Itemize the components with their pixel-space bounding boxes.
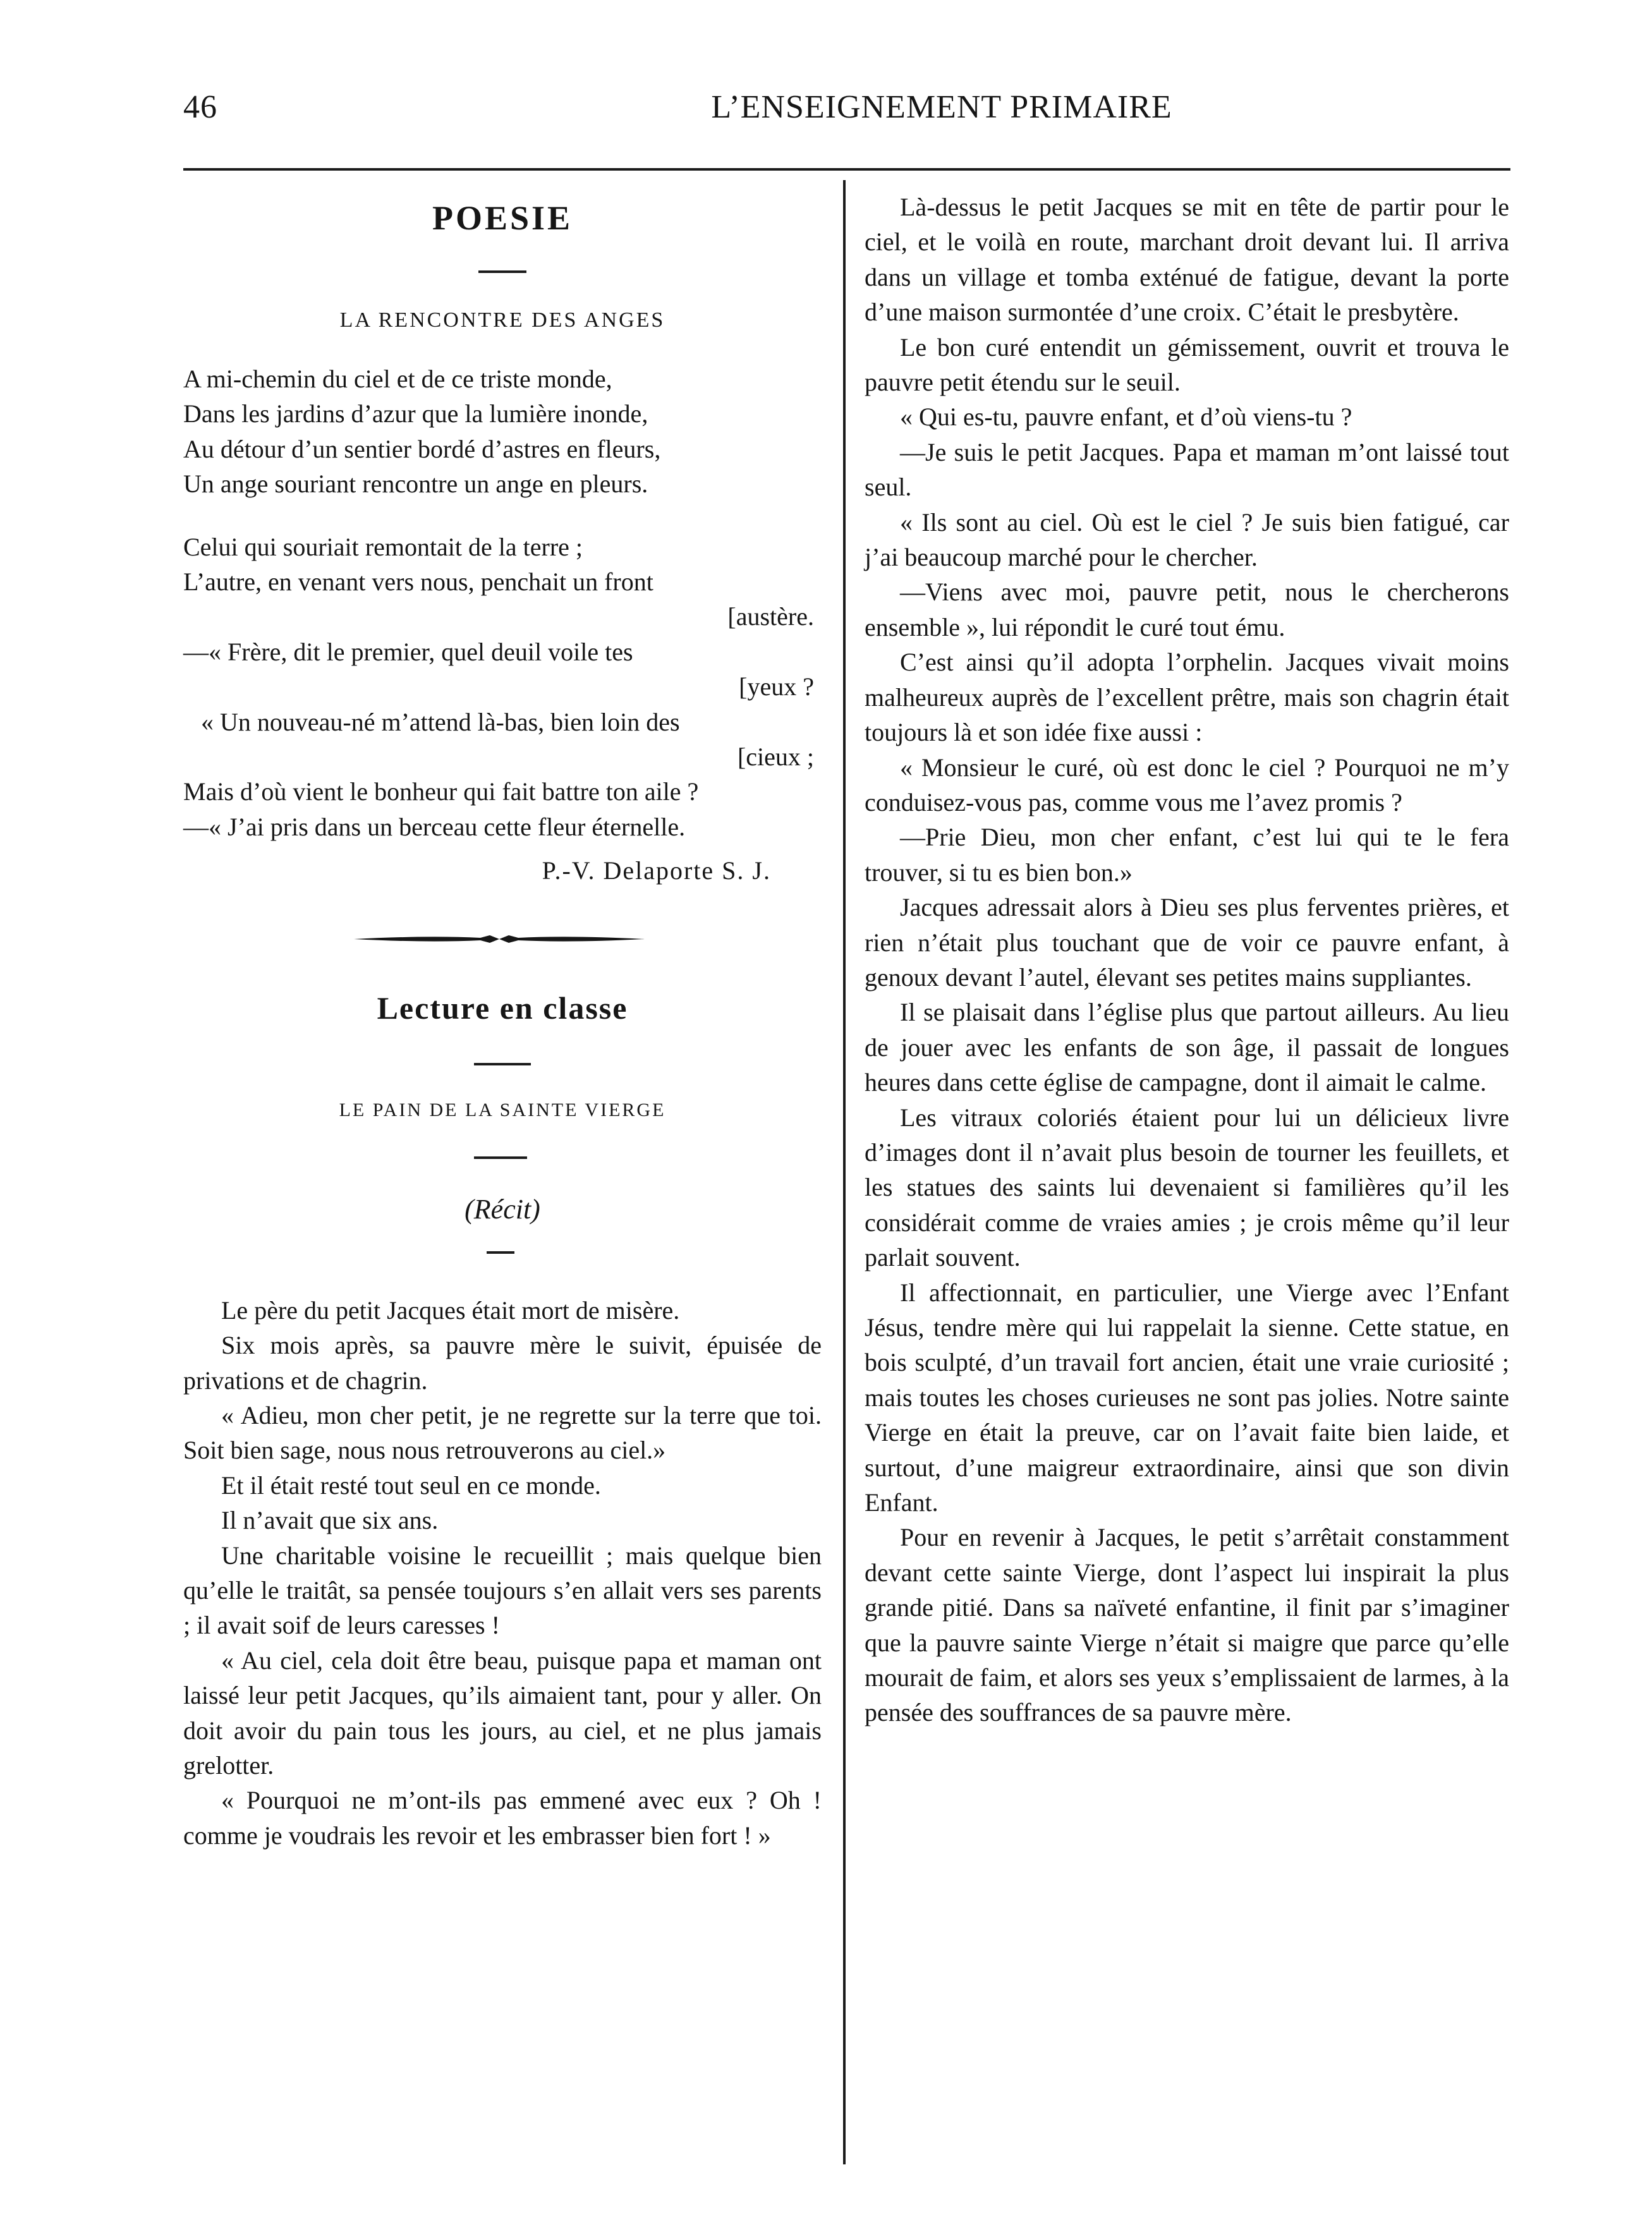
verse-line: —« J’ai pris dans un berceau cette fleur éternelle. xyxy=(183,812,686,841)
poem-signature: P.-V. Delaporte S. J. xyxy=(542,856,771,885)
running-head: L’ENSEIGNEMENT PRIMAIRE xyxy=(711,89,1172,125)
verse-line: —« Frère, dit le premier, quel deuil voile tes xyxy=(183,637,633,666)
story-paragraph: « Ils sont au ciel. Où est le ciel ? Je suis bien fatigué, car j’ai beaucoup marché pour le chercher. xyxy=(865,507,1509,572)
story-paragraph: « Qui es-tu, pauvre enfant, et d’où viens-tu ? xyxy=(900,403,1352,432)
story-paragraph: Là-dessus le petit Jacques se mit en tête de partir pour le ciel, et le voilà en route, marchant droit devant lui. Il arriva dans un village et tomba exténué de fatigue, devant la porte d’une maison surmontée d’une croix. C’était le presbytère. xyxy=(865,193,1509,327)
page-number: 46 xyxy=(183,89,217,125)
left-column xyxy=(183,183,822,1853)
verse-line: Celui qui souriait remontait de la terre ; xyxy=(183,532,583,561)
section-dash xyxy=(474,1063,531,1065)
verse-line: Dans les jardins d’azur que la lumière inonde, xyxy=(183,399,648,428)
reading-section-title: Lecture en classe xyxy=(377,990,628,1026)
story-paragraph: Jacques adressait alors à Dieu ses plus ferventes prières, et rien n’était plus touchant que de voir ce pauvre enfant, à genoux devant l’autel, élevant ses petites mains suppliantes. xyxy=(865,893,1509,992)
story-title: LE PAIN DE LA SAINTE VIERGE xyxy=(339,1099,666,1120)
verse-line: Mais d’où vient le bonheur qui fait battre ton aile ? xyxy=(183,777,699,806)
story-paragraph: C’est ainsi qu’il adopta l’orphelin. Jacques vivait moins malheureux auprès de l’excellent prêtre, mais son chagrin était toujours là et son idée fixe aussi : xyxy=(865,648,1509,747)
story-paragraph: Il affectionnait, en particulier, une Vierge avec l’Enfant Jésus, tendre mère qui lui rappelait la sienne. Cette statue, en bois sculpté, d’un travail fort ancien, était une vraie curiosité ; mais toutes les choses curieuses ne sont pas jolies. Notre sainte Vierge en était la preuve, car on l’avait faite bien laide, et surtout, d’une maigreur extraordinaire, ainsi que son divin Enfant. xyxy=(865,1278,1509,1517)
story-paragraph: « Adieu, mon cher petit, je ne regrette sur la terre que toi. Soit bien sage, nous nous retrouverons au ciel.» xyxy=(183,1400,822,1465)
story-paragraph: Le bon curé entendit un gémissement, ouvrit et trouva le pauvre petit étendu sur le seuil. xyxy=(865,332,1509,397)
poetry-section-title: POESIE xyxy=(432,199,573,237)
verse-turnover: [cieux ; xyxy=(737,743,814,772)
story-paragraph: Il se plaisait dans l’église plus que partout ailleurs. Au lieu de jouer avec les enfants de son âge, il passait de longues heures dans cette église de campagne, dont il aimait le calme. xyxy=(865,998,1509,1097)
story-paragraph: —Viens avec moi, pauvre petit, nous le chercherons ensemble », lui répondit le curé tout ému. xyxy=(865,578,1509,641)
story-paragraph: Et il était resté tout seul en ce monde. xyxy=(221,1471,601,1500)
section-dash xyxy=(474,1156,527,1159)
story-paragraph: Le père du petit Jacques était mort de misère. xyxy=(221,1295,680,1325)
story-paragraph: Pour en revenir à Jacques, le petit s’arrêtait constamment devant cette sainte Vierge, dont l’aspect lui inspirait la plus grande pitié. Dans sa naïveté enfantine, il finit par s’imaginer que la pauvre sainte Vierge n’était si maigre que parce qu’elle mourait de faim, et alors ses yeux s’emplissaient de larmes, à la pensée des souffrances de sa pauvre mère. xyxy=(865,1523,1509,1727)
story-paragraph: « Au ciel, cela doit être beau, puisque papa et maman ont laissé leur petit Jacques, qu’ils aimaient tant, pour y aller. On doit avoir du pain tous les jours, au ciel, et ne plus jamais grelotter. xyxy=(183,1646,822,1780)
story-paragraph: « Monsieur le curé, où est donc le ciel ? Pourquoi ne m’y conduisez-vous pas, comme vous me l’avez promis ? xyxy=(865,753,1509,816)
header-rule xyxy=(183,168,1510,171)
story-paragraph: —Prie Dieu, mon cher enfant, c’est lui qui te le fera trouver, si tu es bien bon.» xyxy=(865,823,1509,887)
poem-title: LA RENCONTRE DES ANGES xyxy=(339,308,665,332)
story-paragraph: Six mois après, sa pauvre mère le suivit, épuisée de privations et de chagrin. xyxy=(183,1331,822,1395)
verse-line: A mi-chemin du ciel et de ce triste monde, xyxy=(183,365,612,393)
page-header xyxy=(183,88,1510,139)
story-paragraph: —Je suis le petit Jacques. Papa et maman m’ont laissé tout seul. xyxy=(865,437,1509,502)
column-divider xyxy=(843,180,846,2164)
story-left-text xyxy=(183,1293,822,1853)
verse-line: Au détour d’un sentier bordé d’astres en fleurs, xyxy=(183,434,661,463)
verse-turnover: [yeux ? xyxy=(739,672,814,701)
story-paragraph: Il n’avait que six ans. xyxy=(221,1506,439,1535)
section-dash xyxy=(478,270,526,273)
section-dash xyxy=(487,1251,514,1254)
section-ornament xyxy=(354,931,645,947)
story-paragraph: « Pourquoi ne m’ont-ils pas emmené avec eux ? Oh ! comme je voudrais les revoir et les embrasser bien fort ! » xyxy=(183,1786,822,1850)
verse-turnover: [austère. xyxy=(727,602,814,631)
poem-stanza-2 xyxy=(183,530,822,845)
verse-line: Un ange souriant rencontre un ange en pleurs. xyxy=(183,470,648,499)
verse-line: L’autre, en venant vers nous, penchait un front xyxy=(183,567,653,597)
poem-stanza-1 xyxy=(183,361,822,502)
ornament-container xyxy=(183,889,822,983)
verse-line: « Un nouveau-né m’attend là-bas, bien loin des xyxy=(201,707,680,736)
right-column xyxy=(865,190,1509,1730)
story-paragraph: Une charitable voisine le recueillit ; mais quelque bien qu’elle le traitât, sa pensée toujours s’en allait vers ses parents ; il avait soif de leurs caresses ! xyxy=(183,1541,822,1640)
story-genre: (Récit) xyxy=(465,1193,540,1225)
story-paragraph: Les vitraux coloriés étaient pour lui un délicieux livre d’images dont il n’avait plus besoin de tourner les feuillets, et les statues des saints lui devenaient si familières qu’il les considérait comme de vraies amies ; je crois même qu’il leur parlait souvent. xyxy=(865,1103,1509,1272)
